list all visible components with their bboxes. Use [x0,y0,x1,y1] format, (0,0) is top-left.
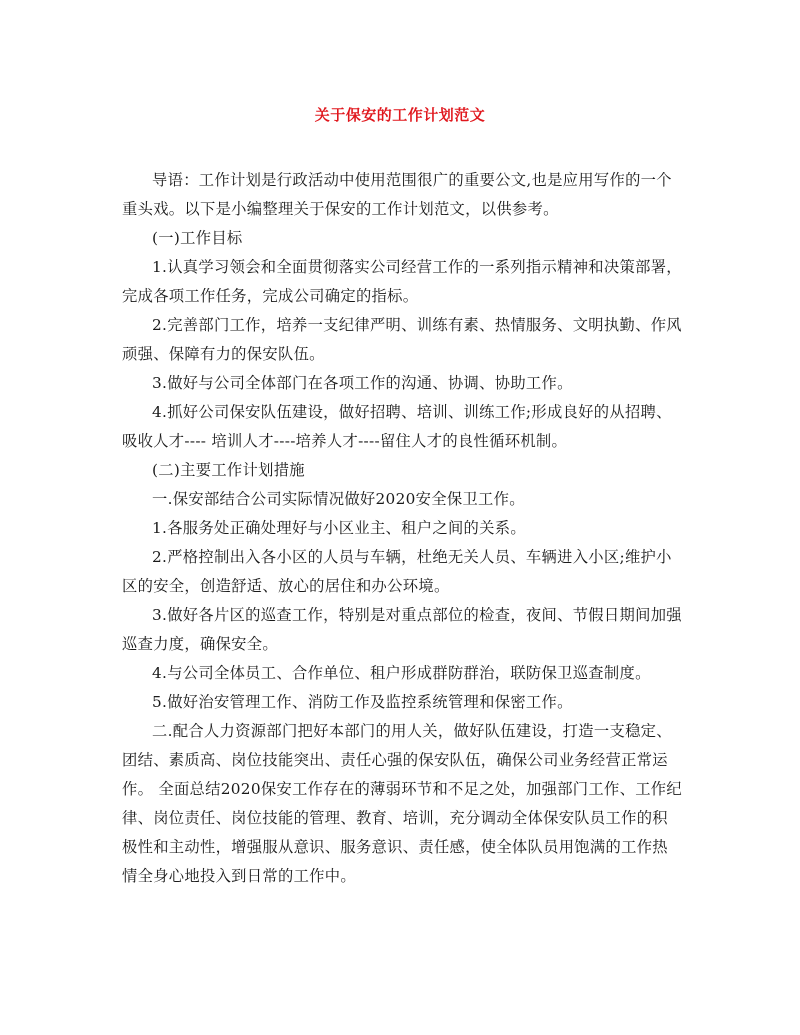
document-title: 关于保安的工作计划范文 [314,106,486,124]
paragraph-measure-3: 3.做好各片区的巡查工作，特别是对重点部位的检查，夜间、节假日期间加强巡查力度，确保安全。 [122,606,682,653]
section-heading-goals: (一)工作目标 [152,229,243,247]
section-heading-measures: (二)主要工作计划措施 [152,461,305,479]
paragraph-measure-heading-1: 一.保安部结合公司实际情况做好2020安全保卫工作。 [152,490,525,508]
paragraph-measure-2: 2.严格控制出入各小区的人员与车辆，杜绝无关人员、车辆进入小区;维护小区的安全，创造舒适、放心的居住和办公环境。 [122,548,672,595]
paragraph-goal-3: 3.做好与公司全体部门在各项工作的沟通、协调、协助工作。 [152,374,573,392]
paragraph-intro: 导语：工作计划是行政活动中使用范围很广的重要公文,也是应用写作的一个重头戏。以下是小编整理关于保安的工作计划范文，以供参考。 [122,171,672,218]
paragraph-measure-4: 4.与公司全体员工、合作单位、租户形成群防群治，联防保卫巡查制度。 [152,664,651,682]
paragraph-measure-heading-2: 二.配合人力资源部门把好本部门的用人关，做好队伍建设，打造一支稳定、团结、素质高、岗位技能突出、责任心强的保安队伍，确保公司业务经营正常运作。 全面总结2020保安工作存在的薄弱环节和不足之处，加强部门工作、工作纪律、岗位责任、岗位技能的管理、教育、培训，充分调动全体保安队员工作的积极性和主动性，增强服从意识、服务意识、责任感，使全体队员用饱满的工作热情全身心地投入到日常的工作中。 [122,722,682,885]
paragraph-goal-4: 4.抓好公司保安队伍建设，做好招聘、培训、训练工作;形成良好的从招聘、吸收人才---- 培训人才----培养人才----留住人才的良性循环机制。 [122,403,672,450]
document-body [122,166,682,891]
paragraph-measure-1: 1.各服务处正确处理好与小区业主、租户之间的关系。 [152,519,526,537]
paragraph-goal-1: 1.认真学习领会和全面贯彻落实公司经营工作的一系列指示精神和决策部署，完成各项工作任务，完成公司确定的指标。 [122,258,682,305]
paragraph-measure-5: 5.做好治安管理工作、消防工作及监控系统管理和保密工作。 [152,693,573,711]
paragraph-goal-2: 2.完善部门工作，培养一支纪律严明、训练有素、热情服务、文明执勤、作风顽强、保障有力的保安队伍。 [122,316,682,363]
